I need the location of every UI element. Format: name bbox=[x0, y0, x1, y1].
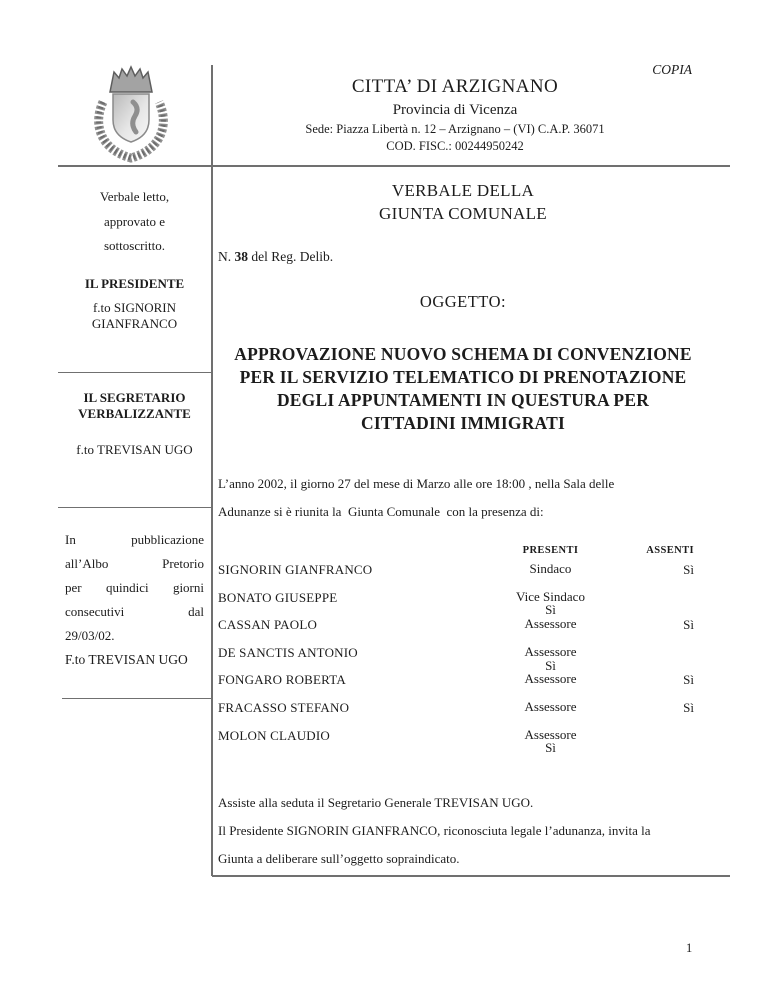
deliberation-subject bbox=[218, 343, 708, 435]
fiscal-code-line: COD. FISC.: 00244950242 bbox=[386, 139, 524, 153]
attendee-role-cell bbox=[483, 562, 618, 576]
verbale-text-line: approvato e bbox=[103, 213, 165, 229]
attendee-role-cell bbox=[483, 617, 618, 631]
municipal-logo bbox=[88, 62, 174, 166]
publication-signature: F.to TREVISAN UGO bbox=[65, 652, 188, 667]
main-content bbox=[218, 165, 708, 873]
attendee-role: Assessore bbox=[524, 671, 577, 687]
attendee-name: CASSAN PAOLO bbox=[218, 617, 318, 633]
register-number: 38 bbox=[234, 249, 248, 264]
president-signature: f.to SIGNORIN GIANFRANCO bbox=[91, 300, 178, 331]
secretary-role-label: IL SEGRETARIO VERBALIZZANTE bbox=[78, 390, 191, 421]
attendee-name: SIGNORIN GIANFRANCO bbox=[218, 562, 373, 577]
intro-line: Adunanze si è riunita la Giunta Comunale con la presenza di: bbox=[218, 504, 544, 519]
attendee-role-cell bbox=[483, 672, 618, 686]
sidebar-section-verbale bbox=[58, 165, 211, 372]
attendee-name: FONGARO ROBERTA bbox=[218, 672, 346, 688]
sidebar-section-pubblicazione bbox=[58, 508, 211, 698]
presenti-column-header: PRESENTI bbox=[522, 545, 579, 556]
closing-line: Assiste alla seduta il Segretario Generale TREVISAN UGO. bbox=[218, 795, 534, 811]
coat-of-arms-icon bbox=[88, 62, 174, 166]
attendance-row bbox=[218, 672, 708, 700]
intro-line: L’anno 2002, il giorno 27 del mese di Marzo alle ore 18:00 , nella Sala delle bbox=[218, 476, 615, 491]
attendance-row bbox=[218, 562, 708, 590]
president-role-label: IL PRESIDENTE bbox=[84, 275, 185, 291]
verbale-text-line: sottoscritto. bbox=[103, 238, 166, 253]
province-subtitle: Provincia di Vicenza bbox=[392, 102, 518, 118]
subject-line: CITTADINI IMMIGRATI bbox=[361, 413, 565, 433]
attendee-name: FRACASSO STEFANO bbox=[218, 699, 350, 715]
session-intro bbox=[218, 470, 708, 526]
attendee-absent-mark: Sì bbox=[683, 617, 694, 633]
letterhead bbox=[180, 75, 730, 155]
oggetto-label: OGGETTO: bbox=[419, 292, 507, 311]
attendee-role: Vice Sindaco bbox=[516, 588, 585, 604]
attendance-row bbox=[218, 590, 708, 618]
column-separator-line bbox=[211, 65, 213, 876]
attendance-row bbox=[218, 645, 708, 673]
attendance-header bbox=[218, 545, 708, 562]
sidebar-section-segretario bbox=[58, 373, 211, 507]
attendance-row bbox=[218, 700, 708, 728]
publication-date-line: 29/03/02. bbox=[65, 628, 115, 643]
document-title bbox=[218, 165, 708, 225]
attendee-name: DE SANCTIS ANTONIO bbox=[218, 644, 358, 660]
attendee-present-mark: Sì bbox=[545, 657, 556, 673]
publication-text-line: In pubblicazione bbox=[65, 532, 204, 547]
attendee-role: Assessore bbox=[524, 643, 577, 659]
register-number-line bbox=[218, 249, 708, 265]
subject-line: APPROVAZIONE NUOVO SCHEMA DI CONVENZIONE bbox=[234, 344, 692, 364]
attendance-table bbox=[218, 545, 708, 755]
subject-line: PER IL SERVIZIO TELEMATICO DI PRENOTAZIONE bbox=[239, 367, 687, 387]
page-number: 1 bbox=[686, 941, 693, 955]
document-title-line2: GIUNTA COMUNALE bbox=[379, 204, 547, 223]
attendee-role: Sindaco bbox=[529, 561, 572, 576]
register-suffix: del Reg. Delib. bbox=[248, 249, 334, 264]
attendee-role-cell bbox=[483, 700, 618, 714]
attendee-absent-mark: Sì bbox=[683, 672, 694, 688]
body-bottom-line bbox=[212, 875, 730, 877]
closing-line: Giunta a deliberare sull’oggetto sopraindicato. bbox=[218, 851, 460, 867]
sidebar-divider-3 bbox=[62, 698, 211, 699]
attendee-present-mark: Sì bbox=[545, 740, 556, 756]
copy-label: COPIA bbox=[652, 62, 692, 77]
verbale-text-line: Verbale letto, bbox=[99, 189, 170, 204]
publication-text-line: per quindici giorni bbox=[65, 580, 204, 595]
address-line: Sede: Piazza Libertà n. 12 – Arzignano – (VI) C.A.P. 36071 bbox=[305, 122, 605, 136]
attendee-role: Assessore bbox=[524, 616, 577, 632]
attendee-role-cell bbox=[483, 590, 618, 618]
attendee-name: MOLON CLAUDIO bbox=[218, 727, 331, 743]
attendee-absent-mark: Sì bbox=[683, 699, 694, 715]
publication-text-line: consecutivi dal bbox=[65, 604, 204, 619]
assenti-column-header: ASSENTI bbox=[646, 545, 694, 556]
attendance-row bbox=[218, 617, 708, 645]
document-title-line1: VERBALE DELLA bbox=[391, 181, 535, 200]
register-prefix: N. bbox=[218, 249, 235, 264]
closing-line: Il Presidente SIGNORIN GIANFRANCO, riconosciuta legale l’adunanza, invita la bbox=[218, 823, 651, 839]
subject-line: DEGLI APPUNTAMENTI IN QUESTURA PER bbox=[276, 390, 650, 410]
city-title: CITTA’ DI ARZIGNANO bbox=[351, 76, 559, 97]
attendee-role: Assessore bbox=[524, 698, 577, 714]
attendance-row bbox=[218, 728, 708, 756]
publication-text-line: all’Albo Pretorio bbox=[65, 556, 204, 571]
secretary-signature: f.to TREVISAN UGO bbox=[76, 442, 193, 457]
attendee-role-cell bbox=[483, 728, 618, 756]
attendee-role-cell bbox=[483, 645, 618, 673]
attendee-absent-mark: Sì bbox=[683, 562, 694, 577]
closing-paragraph bbox=[218, 789, 708, 873]
attendee-present-mark: Sì bbox=[545, 602, 556, 618]
attendee-name: BONATO GIUSEPPE bbox=[218, 589, 338, 605]
attendee-role: Assessore bbox=[524, 726, 577, 742]
